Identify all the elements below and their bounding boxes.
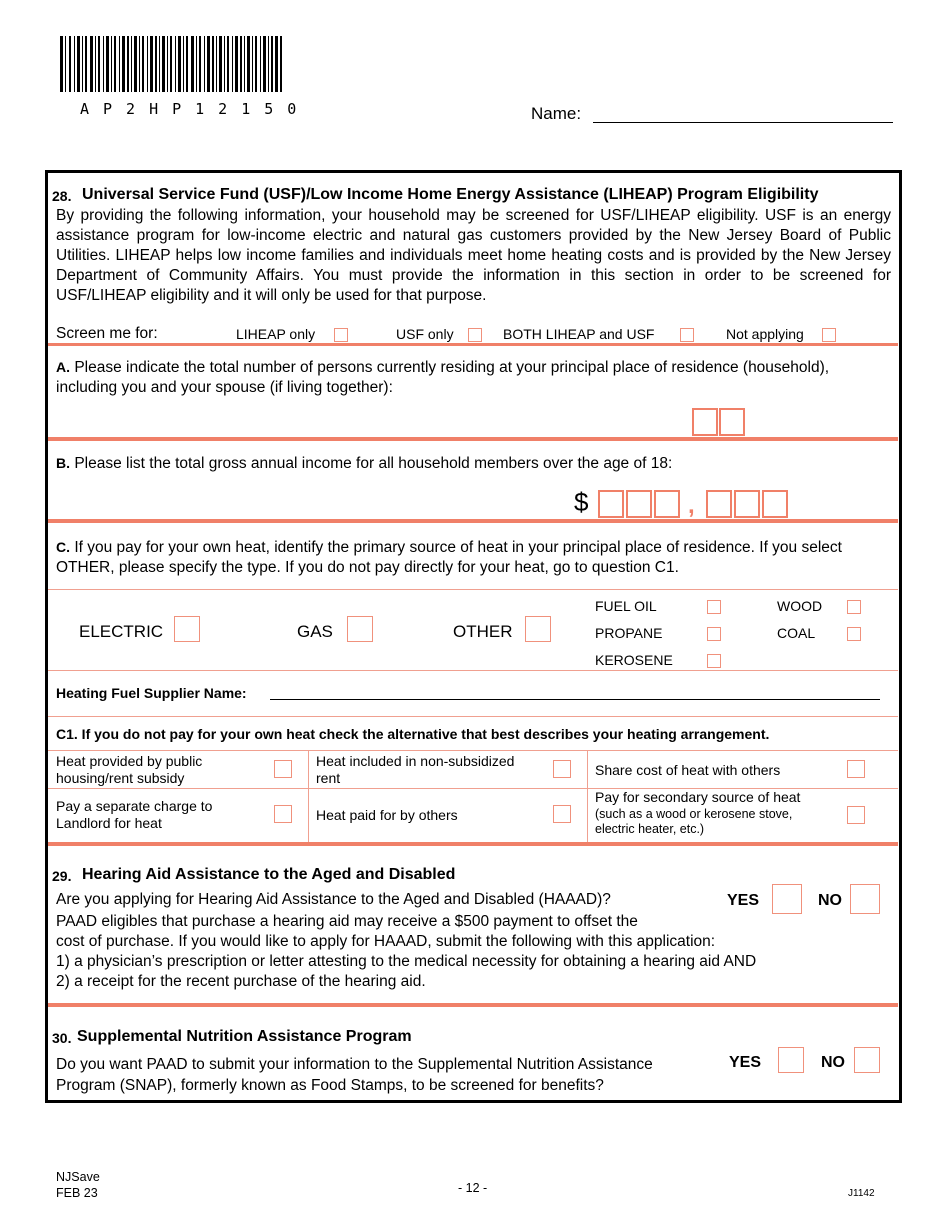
heat-gas-label: GAS bbox=[297, 622, 333, 641]
heat-wood-label: WOOD bbox=[777, 598, 823, 614]
q30-no-label: NO bbox=[821, 1054, 845, 1071]
c1-option-line: Heat provided by public bbox=[56, 753, 203, 769]
q29-yes-checkbox[interactable] bbox=[772, 884, 802, 914]
q30-yes-checkbox[interactable] bbox=[778, 1047, 804, 1073]
c1-heading: C1. If you do not pay for your own heat check the alternative that best describes your heating arrangement. bbox=[56, 726, 770, 742]
screen-liheap-checkbox[interactable] bbox=[334, 328, 348, 342]
c1-option-secondary-source bbox=[595, 789, 800, 837]
supplier-label: Heating Fuel Supplier Name: bbox=[56, 685, 247, 701]
income-digit-1[interactable] bbox=[598, 490, 624, 518]
c1-option-line: housing/rent subsidy bbox=[56, 770, 185, 786]
divider bbox=[48, 716, 898, 717]
income-digit-3[interactable] bbox=[654, 490, 680, 518]
section-c-text bbox=[56, 537, 891, 578]
barcode-graphic bbox=[60, 36, 282, 92]
heat-coal-checkbox[interactable] bbox=[847, 627, 861, 641]
grid-line bbox=[587, 750, 588, 843]
divider bbox=[48, 589, 898, 590]
income-comma: , bbox=[688, 492, 695, 519]
name-field[interactable] bbox=[593, 121, 893, 123]
dollar-sign: $ bbox=[574, 487, 589, 517]
q29-line: 1) a physician’s prescription or letter attesting to the medical necessity for obtaining a hearing aid AND bbox=[56, 953, 757, 970]
section-a-text bbox=[56, 357, 856, 398]
divider bbox=[48, 519, 898, 523]
q30-no-checkbox[interactable] bbox=[854, 1047, 880, 1073]
q29-no-checkbox[interactable] bbox=[850, 884, 880, 914]
grid-line bbox=[48, 750, 898, 751]
section-b-text bbox=[56, 455, 672, 473]
c1-option-line: Heat included in non-subsidized bbox=[316, 753, 515, 769]
heat-fuel-oil-checkbox[interactable] bbox=[707, 600, 721, 614]
heat-gas-checkbox[interactable] bbox=[347, 616, 373, 642]
c1-non-subsidized-checkbox[interactable] bbox=[553, 760, 571, 778]
screen-label: Screen me for: bbox=[56, 325, 158, 342]
barcode bbox=[60, 36, 282, 92]
heat-other-label: OTHER bbox=[453, 622, 513, 641]
name-label: Name: bbox=[531, 104, 582, 123]
c1-public-housing-checkbox[interactable] bbox=[274, 760, 292, 778]
q29-yes-label: YES bbox=[727, 892, 760, 909]
c1-option-paid-by-others: Heat paid for by others bbox=[316, 807, 458, 823]
household-count-digit-2[interactable] bbox=[719, 408, 745, 436]
footer-org: NJSave bbox=[56, 1170, 100, 1184]
grid-line bbox=[308, 750, 309, 843]
income-digit-5[interactable] bbox=[734, 490, 760, 518]
footer-date: FEB 23 bbox=[56, 1186, 98, 1200]
heat-kerosene-checkbox[interactable] bbox=[707, 654, 721, 668]
section-a-letter: A. bbox=[56, 359, 70, 375]
c1-share-cost-checkbox[interactable] bbox=[847, 760, 865, 778]
heat-kerosene-label: KEROSENE bbox=[595, 652, 673, 668]
q28-title: Universal Service Fund (USF)/Low Income Home Energy Assistance (LIHEAP) Program Eligibility bbox=[82, 186, 819, 203]
c1-paid-by-others-checkbox[interactable] bbox=[553, 805, 571, 823]
c1-landlord-checkbox[interactable] bbox=[274, 805, 292, 823]
q29-no-label: NO bbox=[818, 892, 842, 909]
section-c-question: If you pay for your own heat, identify the primary source of heat in your principal place of residence. If you select OTHER, please specify the type. If you do not pay directly for your heat, go to question C1. bbox=[56, 539, 842, 576]
household-count-digit-1[interactable] bbox=[692, 408, 718, 436]
q28-intro: By providing the following information, your household may be screened for USF/LIHEAP eligibility. USF is an energy assistance program for low-income electric and natural gas customers provided by the New Jersey Board of Public Utilities. LIHEAP helps low income families and individuals meet home heating costs and is provided by the New Jersey Department of Community Affairs. You must provide the information in this section in order to be screened for USF/LIHEAP eligibility and it will only be used for that purpose. bbox=[56, 207, 891, 304]
q30-line: Do you want PAAD to submit your information to the Supplemental Nutrition Assistance bbox=[56, 1056, 653, 1073]
q29-line: cost of purchase. If you would like to apply for HAAAD, submit the following with this application: bbox=[56, 933, 716, 950]
c1-option-non-subsidized bbox=[316, 753, 514, 787]
divider bbox=[48, 437, 898, 441]
heat-other-checkbox[interactable] bbox=[525, 616, 551, 642]
screen-both-checkbox[interactable] bbox=[680, 328, 694, 342]
heat-electric-checkbox[interactable] bbox=[174, 616, 200, 642]
section-c-letter: C. bbox=[56, 539, 70, 555]
divider bbox=[48, 343, 898, 346]
screen-usf-checkbox[interactable] bbox=[468, 328, 482, 342]
q29-description bbox=[56, 912, 756, 992]
c1-option-line: electric heater, etc.) bbox=[595, 822, 705, 836]
heat-electric-label: ELECTRIC bbox=[79, 622, 164, 641]
income-digit-4[interactable] bbox=[706, 490, 732, 518]
c1-option-landlord bbox=[56, 798, 212, 832]
c1-option-public-housing bbox=[56, 753, 202, 787]
c1-option-line: Landlord for heat bbox=[56, 815, 162, 831]
heat-wood-checkbox[interactable] bbox=[847, 600, 861, 614]
c1-option-line: Pay a separate charge to bbox=[56, 798, 213, 814]
q30-title: Supplemental Nutrition Assistance Program bbox=[77, 1028, 412, 1045]
heat-coal-label: COAL bbox=[777, 625, 816, 641]
footer-page-number: - 12 - bbox=[458, 1181, 488, 1195]
q29-line: 2) a receipt for the recent purchase of the hearing aid. bbox=[56, 973, 426, 990]
income-digit-6[interactable] bbox=[762, 490, 788, 518]
screen-option-liheap: LIHEAP only bbox=[236, 326, 316, 342]
supplier-field[interactable] bbox=[270, 698, 880, 700]
c1-option-line: rent bbox=[316, 770, 341, 786]
heat-fuel-oil-label: FUEL OIL bbox=[595, 598, 657, 614]
income-digit-2[interactable] bbox=[626, 490, 652, 518]
q30-yes-label: YES bbox=[729, 1054, 762, 1071]
q29-question: Are you applying for Hearing Aid Assistance to the Aged and Disabled (HAAAD)? bbox=[56, 891, 611, 908]
footer-code: J1142 bbox=[848, 1188, 875, 1199]
q28-number: 28. bbox=[52, 188, 72, 204]
divider bbox=[48, 842, 898, 846]
heat-propane-label: PROPANE bbox=[595, 625, 663, 641]
heat-propane-checkbox[interactable] bbox=[707, 627, 721, 641]
c1-secondary-source-checkbox[interactable] bbox=[847, 806, 865, 824]
c1-option-line: (such as a wood or kerosene stove, bbox=[595, 807, 793, 821]
q30-question bbox=[56, 1054, 653, 1096]
c1-option-share-cost: Share cost of heat with others bbox=[595, 762, 781, 778]
screen-option-not-applying: Not applying bbox=[726, 326, 804, 342]
section-b-letter: B. bbox=[56, 455, 70, 471]
screen-option-both: BOTH LIHEAP and USF bbox=[503, 326, 655, 342]
q29-title: Hearing Aid Assistance to the Aged and Disabled bbox=[82, 866, 456, 883]
divider bbox=[48, 1003, 898, 1007]
q30-line: Program (SNAP), formerly known as Food Stamps, to be screened for benefits? bbox=[56, 1077, 604, 1094]
q29-number: 29. bbox=[52, 868, 72, 884]
divider bbox=[48, 670, 898, 671]
q29-line: PAAD eligibles that purchase a hearing aid may receive a $500 payment to offset the bbox=[56, 913, 638, 930]
section-b-question: Please list the total gross annual income for all household members over the age of 18: bbox=[74, 455, 673, 472]
screen-option-usf: USF only bbox=[396, 326, 454, 342]
barcode-text: AP2HP12150 bbox=[80, 100, 311, 118]
section-a-question: Please indicate the total number of persons currently residing at your principal place of residence (household), including you and your spouse (if living together): bbox=[56, 359, 830, 396]
screen-not-applying-checkbox[interactable] bbox=[822, 328, 836, 342]
c1-option-line: Pay for secondary source of heat bbox=[595, 789, 801, 805]
q30-number: 30. bbox=[52, 1030, 72, 1046]
